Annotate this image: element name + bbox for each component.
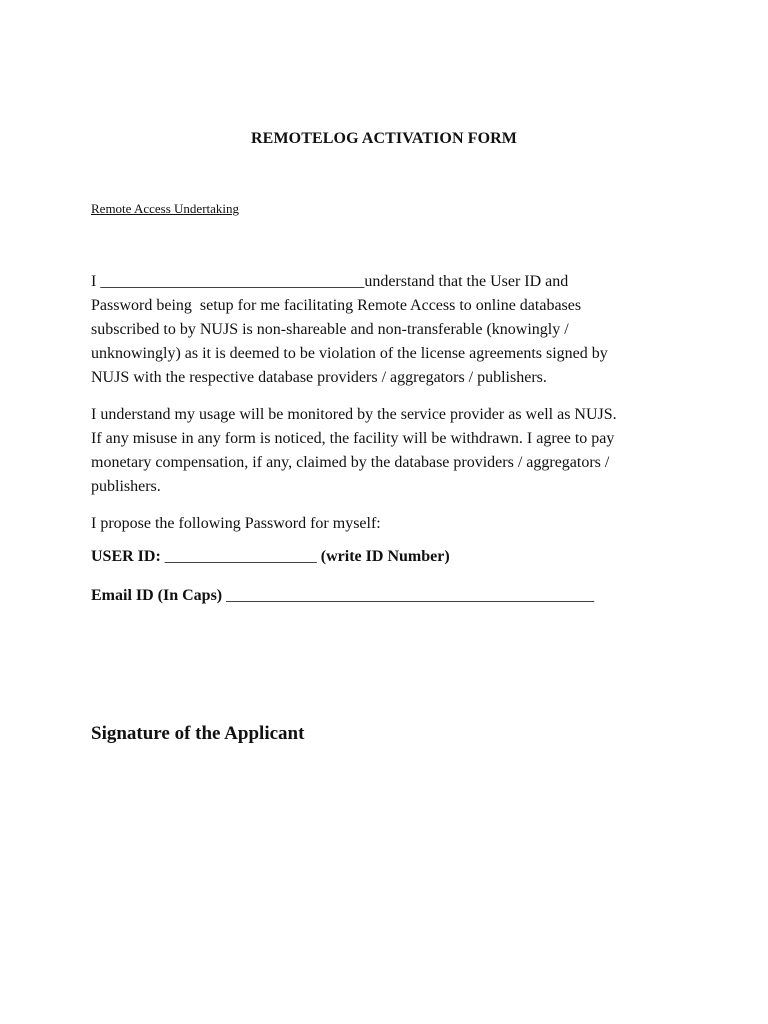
- email-id-row: [91, 587, 594, 605]
- user-id-hint: (write ID Number): [320, 548, 450, 565]
- signature-label: Signature of the Applicant: [91, 723, 305, 744]
- user-id-label: USER ID:: [91, 548, 161, 565]
- user-id-blank-field: ___________________: [160, 548, 321, 565]
- undertaking-paragraph: I _________________________________understand that the User ID and Password being setup for me facilitating Remote Access to online databases subscribed to by NUJS is non-shareable and non-transferable (knowingly / unknowingly) as it is deemed to be violation of the license agreements signed by NUJS with the respective database providers / aggregators / publishers.: [91, 273, 608, 386]
- form-title: REMOTELOG ACTIVATION FORM: [251, 130, 517, 147]
- section-subtitle: Remote Access Undertaking: [91, 201, 240, 216]
- email-id-blank-field: ______________________________________________: [222, 587, 595, 604]
- user-id-row: [91, 548, 450, 566]
- email-id-label: Email ID (In Caps): [91, 587, 223, 604]
- password-proposal-text: I propose the following Password for myself:: [91, 515, 381, 532]
- monitoring-paragraph: I understand my usage will be monitored by the service provider as well as NUJS. If any misuse in any form is noticed, the facility will be withdrawn. I agree to pay monetary compensation, if any, claimed by the database providers / aggregators / publishers.: [91, 406, 617, 495]
